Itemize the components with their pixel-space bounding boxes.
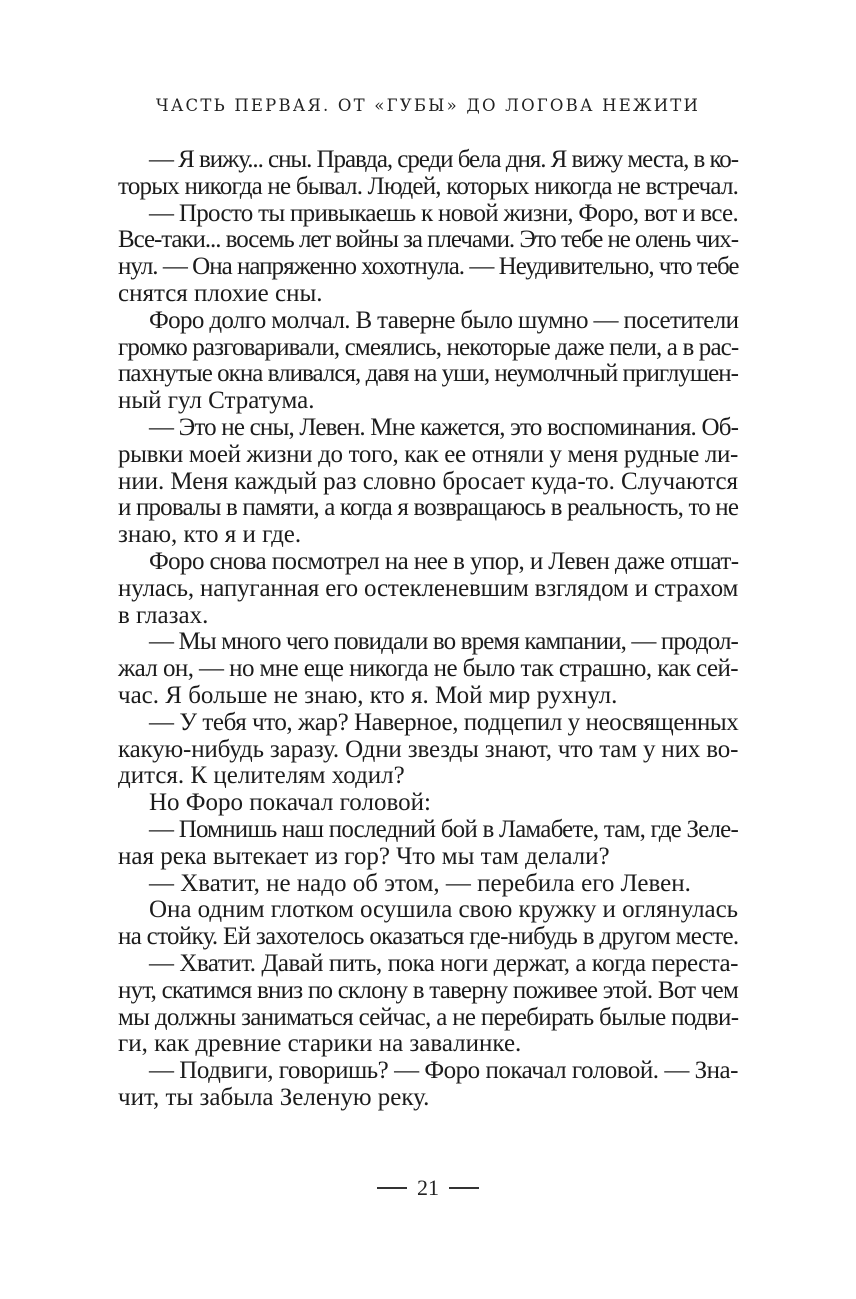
- text-line: — Я вижу... сны. Правда, среди бела дня. Я вижу места, в ко-: [149, 146, 739, 173]
- text-line: — Подвиги, говоришь? — Форо покачал головой. — Зна-: [149, 1057, 738, 1085]
- text-line: мы должны заниматься сейчас, а не перебирать былые подви-: [118, 1003, 739, 1031]
- text-line: — Мы много чего повидали во время кампании, — продол-: [149, 628, 738, 656]
- text-line: нулась, напуганная его остекленевшим взглядом и страхом: [118, 574, 739, 602]
- text-line: Все-таки... восемь лет войны за плечами. Это тебе не олень чих-: [118, 226, 738, 254]
- text-line: чит, ты забыла Зеленую реку.: [118, 1083, 430, 1111]
- text-line: жал он, — но мне еще никогда не было так страшно, как сей-: [118, 655, 738, 683]
- text-line: Она одним глотком осушила свою кружку и оглянулась: [149, 896, 738, 924]
- text-line: Но Форо покачал головой:: [149, 789, 431, 817]
- text-line: Форо долго молчал. В таверне было шумно — посетители: [149, 306, 739, 334]
- text-line: и провалы в памяти, а когда я возвращаюсь в реальность, то не: [118, 494, 739, 522]
- text-line: — Просто ты привыкаешь к новой жизни, Форо, вот и все.: [149, 199, 738, 227]
- text-line: снятся плохие сны.: [118, 279, 323, 307]
- text-line: ная река вытекает из гор? Что мы там делали?: [118, 842, 610, 870]
- body-text: [118, 147, 738, 1112]
- text-line: ги, как древние старики на завалинке.: [118, 1030, 522, 1058]
- text-line: пахнутые окна вливался, давя на уши, неумолчный приглушен-: [118, 360, 738, 388]
- running-head: ЧАСТЬ ПЕРВАЯ. ОТ «ГУБЫ» ДО ЛОГОВА НЕЖИТИ: [155, 96, 701, 115]
- folio-right-rule: [449, 1187, 479, 1189]
- page-folio: [358, 1176, 498, 1200]
- text-line: нут, скатимся вниз по склону в таверну поживее этой. Вот чем: [118, 976, 738, 1004]
- page-number: 21: [417, 1175, 439, 1200]
- text-line: знаю, кто я и где.: [118, 521, 302, 549]
- text-line: нии. Меня каждый раз словно бросает куда-то. Случаются: [118, 467, 738, 495]
- text-line: в глазах.: [118, 601, 209, 629]
- text-line: на стойку. Ей захотелось оказаться где-нибудь в другом месте.: [118, 923, 739, 951]
- text-line: Форо снова посмотрел на нее в упор, и Левен даже отшат-: [149, 547, 739, 575]
- text-line: ный гул Стратума.: [118, 387, 315, 415]
- text-line: какую-нибудь заразу. Одни звезды знают, что там у них во-: [118, 735, 739, 763]
- text-line: час. Я больше не знаю, кто я. Мой мир рухнул.: [118, 681, 618, 709]
- text-line: торых никогда не бывал. Людей, которых никогда не встречал.: [118, 172, 739, 200]
- text-line: — Хватит, не надо об этом, — перебила его Левен.: [149, 869, 691, 897]
- text-line: — Хватит. Давай пить, пока ноги держат, а когда переста-: [149, 949, 738, 977]
- text-line: нул. — Она напряженно хохотнула. — Неудивительно, что тебе: [118, 253, 739, 281]
- text-line: громко разговаривали, смеялись, некоторые даже пели, а в рас-: [118, 333, 739, 361]
- text-line: дится. К целителям ходил?: [118, 762, 405, 790]
- text-line: — Это не сны, Левен. Мне кажется, это воспоминания. Об-: [149, 413, 739, 441]
- text-line: — Помнишь наш последний бой в Ламабете, там, где Зеле-: [149, 815, 738, 843]
- text-line: рывки моей жизни до того, как ее отняли у меня рудные ли-: [118, 440, 739, 468]
- folio-left-rule: [377, 1187, 407, 1189]
- text-line: — У тебя что, жар? Наверное, подцепил у неосвященных: [149, 708, 739, 736]
